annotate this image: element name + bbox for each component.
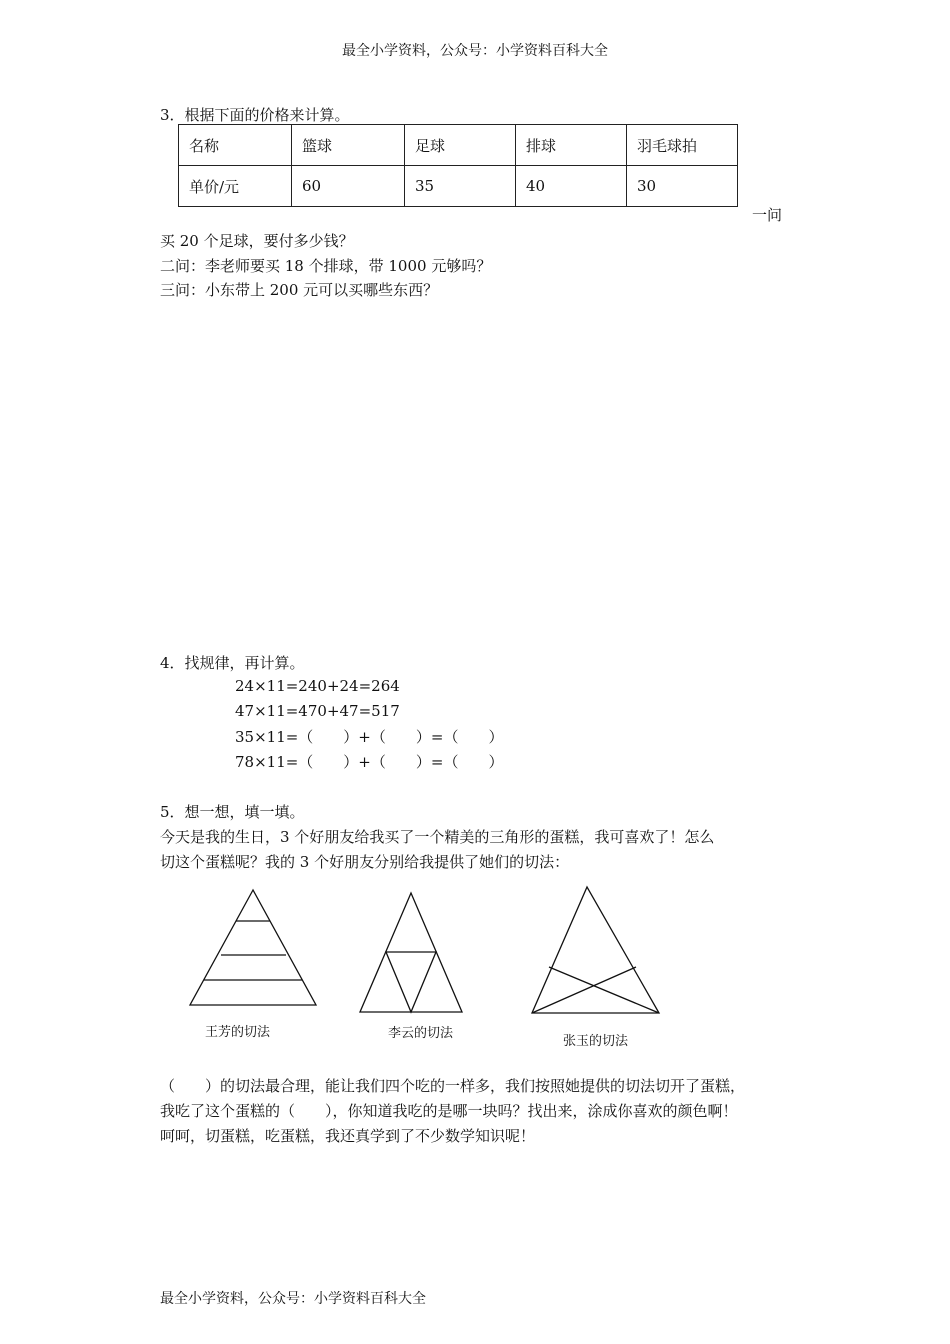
question-3-line: 三问：小东带上 200 元可以买哪些东西？ <box>160 281 439 299</box>
equation: 47×11=470+47=517 <box>235 702 400 720</box>
figure-caption: 王芳的切法 <box>205 1025 271 1040</box>
question-3-line: 买 20 个足球，要付多少钱？ <box>160 232 354 250</box>
table-cell: 单价/元 <box>179 166 292 207</box>
question-5-paragraph: （ ）的切法最合理，能让我们四个吃的一样多，我们按照她提供的切法切开了蛋糕， <box>160 1077 746 1095</box>
table-cell: 足球 <box>405 125 516 166</box>
question-4-title: 4．找规律，再计算。 <box>160 654 305 672</box>
equation: 35×11=（ ）+（ ）=（ ） <box>235 728 504 746</box>
table-cell: 35 <box>405 166 516 207</box>
page-header: 最全小学资料，公众号：小学资料百科大全 <box>342 43 608 59</box>
question-3-line: 二问：李老师要买 18 个排球，带 1000 元够吗？ <box>160 257 492 275</box>
triangle-midpoint-cuts <box>360 893 462 1012</box>
equation: 78×11=（ ）+（ ）=（ ） <box>235 753 504 771</box>
triangle-cross-cuts <box>532 887 659 1013</box>
page-footer: 最全小学资料，公众号：小学资料百科大全 <box>160 1291 426 1307</box>
table-cell: 排球 <box>516 125 627 166</box>
question-5-paragraph: 呵呵，切蛋糕，吃蛋糕，我还真学到了不少数学知识呢！ <box>160 1127 536 1145</box>
table-cell: 40 <box>516 166 627 207</box>
figure-caption: 张玉的切法 <box>563 1034 629 1049</box>
question-3-title: 3．根据下面的价格来计算。 <box>160 106 350 124</box>
equation: 24×11=240+24=264 <box>235 677 400 695</box>
table-cell: 60 <box>292 166 405 207</box>
table-cell: 篮球 <box>292 125 405 166</box>
table-cell: 羽毛球拍 <box>627 125 738 166</box>
table-cell: 名称 <box>179 125 292 166</box>
table-cell: 30 <box>627 166 738 207</box>
question-5-paragraph: 切这个蛋糕呢？我的 3 个好朋友分别给我提供了她们的切法： <box>160 853 570 871</box>
question-5-paragraph: 今天是我的生日，3 个好朋友给我买了一个精美的三角形的蛋糕，我可喜欢了！怎么 <box>160 828 715 846</box>
question-5-paragraph: 我吃了这个蛋糕的（ ），你知道我吃的是哪一块吗？找出来，涂成你喜欢的颜色啊！ <box>160 1102 738 1120</box>
figure-caption: 李云的切法 <box>388 1026 454 1041</box>
question-5-title: 5．想一想，填一填。 <box>160 803 305 821</box>
triangle-horizontal-cuts <box>190 890 316 1005</box>
question-3-trailing: 一问 <box>752 206 783 224</box>
